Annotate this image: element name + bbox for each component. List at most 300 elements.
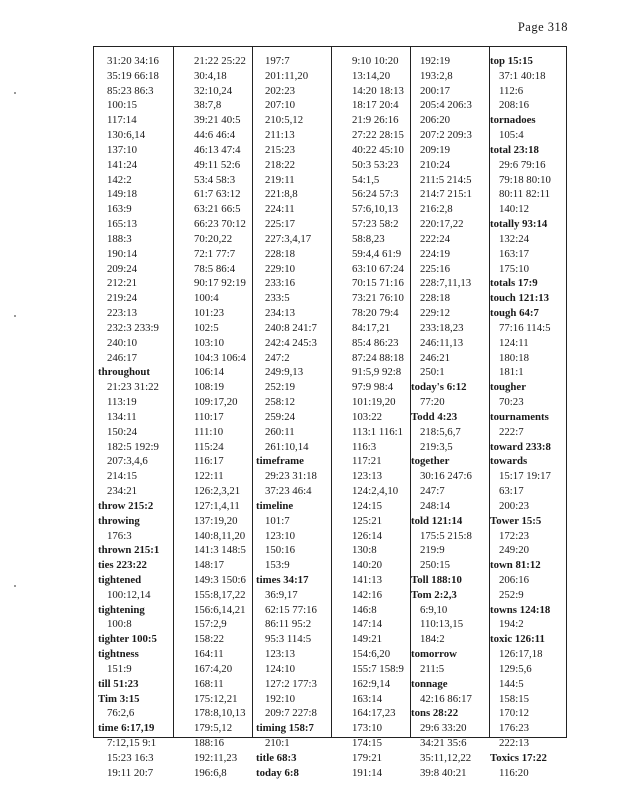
index-reference: 105:4 <box>499 129 524 142</box>
index-term: tonnage <box>411 677 448 690</box>
index-term: ties 223:22 <box>98 559 147 572</box>
index-reference: 208:16 <box>499 99 529 112</box>
index-reference: 36:9,17 <box>265 588 298 601</box>
index-reference: 250:1 <box>420 366 445 379</box>
index-reference: 210:1 <box>265 737 290 750</box>
index-reference: 113:19 <box>107 396 137 409</box>
index-reference: 175:12,21 <box>194 692 238 705</box>
index-reference: 228:18 <box>265 247 295 260</box>
index-reference: 218:5,6,7 <box>420 425 461 438</box>
index-reference: 163:9 <box>107 203 132 216</box>
index-reference: 219:3,5 <box>420 440 453 453</box>
index-reference: 222:7 <box>499 425 524 438</box>
index-reference: 182:5 192:9 <box>107 440 159 453</box>
index-reference: 123:10 <box>265 529 295 542</box>
index-term: touch 121:13 <box>490 292 550 305</box>
index-reference: 192:19 <box>420 55 450 67</box>
index-reference: 29:6 79:16 <box>499 158 546 171</box>
index-reference: 250:15 <box>420 559 450 572</box>
index-reference: 211:13 <box>265 129 295 142</box>
index-term: tightness <box>98 648 139 661</box>
index-reference: 78:5 86:4 <box>194 262 236 275</box>
index-reference: 106:14 <box>194 366 224 379</box>
index-reference: 205:4 206:3 <box>420 99 472 112</box>
page-number: Page 318 <box>517 20 568 34</box>
index-reference: 108:19 <box>194 381 224 394</box>
index-reference: 110:17 <box>194 410 224 423</box>
index-term: title 68:3 <box>256 751 297 764</box>
index-column-1 <box>94 54 173 779</box>
index-reference: 40:22 45:10 <box>352 143 404 156</box>
index-reference: 37:1 40:18 <box>499 69 546 82</box>
index-reference: 80:11 82:11 <box>499 188 551 201</box>
index-term: total 23:18 <box>490 143 539 156</box>
index-reference: 137:10 <box>107 143 137 156</box>
index-reference: 100:15 <box>107 99 137 112</box>
index-reference: 184:2 <box>420 633 445 646</box>
index-reference: 115:24 <box>194 440 224 453</box>
index-reference: 63:17 <box>499 485 524 498</box>
index-reference: 117:14 <box>107 114 137 127</box>
index-term: timing 158:7 <box>256 722 314 735</box>
index-reference: 127:2 177:3 <box>265 677 317 690</box>
index-reference: 252:19 <box>265 381 295 394</box>
index-term: towns 124:18 <box>490 603 551 616</box>
index-reference: 57:6,10,13 <box>352 203 399 216</box>
index-term: today 6:8 <box>256 766 299 779</box>
index-reference: 13:14,20 <box>352 69 391 82</box>
index-reference: 200:23 <box>499 499 529 512</box>
index-reference: 103:10 <box>194 336 224 349</box>
index-reference: 21:9 26:16 <box>352 114 399 127</box>
index-reference: 141:13 <box>352 573 382 586</box>
index-reference: 214:15 <box>107 470 137 483</box>
index-reference: 30:16 247:6 <box>420 470 472 483</box>
index-reference: 101:7 <box>265 514 290 527</box>
index-reference: 90:17 92:19 <box>194 277 246 290</box>
index-reference: 132:24 <box>499 232 529 245</box>
index-reference: 7:12,15 9:1 <box>107 737 157 750</box>
index-reference: 21:22 25:22 <box>194 55 246 67</box>
index-reference: 173:10 <box>352 722 382 735</box>
index-reference: 197:7 <box>265 55 290 67</box>
index-reference: 130:6,14 <box>107 129 146 142</box>
index-reference: 109:17,20 <box>194 396 238 409</box>
index-reference: 66:23 70:12 <box>194 218 246 231</box>
index-reference: 207:2 209:3 <box>420 129 472 142</box>
index-reference: 181:1 <box>499 366 524 379</box>
index-reference: 207:3,4,6 <box>107 455 148 468</box>
index-reference: 246:11,13 <box>420 336 464 349</box>
index-reference: 53:4 58:3 <box>194 173 236 186</box>
index-table <box>93 46 567 779</box>
index-term: top 15:15 <box>490 55 533 67</box>
index-reference: 215:23 <box>265 143 295 156</box>
index-reference: 228:18 <box>420 292 450 305</box>
index-reference: 164:11 <box>194 648 224 661</box>
index-reference: 167:4,20 <box>194 662 233 675</box>
index-reference: 158:22 <box>194 633 224 646</box>
index-term: timeline <box>256 499 294 512</box>
index-reference: 190:14 <box>107 247 137 260</box>
index-reference: 70:20,22 <box>194 232 233 245</box>
index-term: tougher <box>490 381 526 394</box>
index-reference: 202:23 <box>265 84 295 97</box>
index-reference: 221:8,8 <box>265 188 298 201</box>
index-reference: 100:8 <box>107 618 132 631</box>
index-reference: 218:22 <box>265 158 295 171</box>
index-reference: 79:18 80:10 <box>499 173 551 186</box>
index-reference: 9:10 10:20 <box>352 55 399 67</box>
index-reference: 172:23 <box>499 529 529 542</box>
index-term: times 34:17 <box>256 573 309 586</box>
index-reference: 234:13 <box>265 307 295 320</box>
index-reference: 233:5 <box>265 292 290 305</box>
index-reference: 129:5,6 <box>499 662 532 675</box>
index-reference: 165:13 <box>107 218 137 231</box>
index-reference: 242:4 245:3 <box>265 336 317 349</box>
index-reference: 84:17,21 <box>352 321 391 334</box>
index-reference: 49:11 52:6 <box>194 158 241 171</box>
index-reference: 261:10,14 <box>265 440 309 453</box>
index-reference: 137:19,20 <box>194 514 238 527</box>
index-reference: 144:5 <box>499 677 524 690</box>
index-reference: 149:21 <box>352 633 382 646</box>
index-term: Tom 2:2,3 <box>411 588 457 601</box>
index-reference: 155:8,17,22 <box>194 588 246 601</box>
index-reference: 56:24 57:3 <box>352 188 399 201</box>
index-reference: 154:6,20 <box>352 648 391 661</box>
index-reference: 77:20 <box>420 396 445 409</box>
index-reference: 113:1 116:1 <box>352 425 404 438</box>
index-reference: 140:12 <box>499 203 529 216</box>
index-reference: 62:15 77:16 <box>265 603 317 616</box>
index-reference: 124:2,4,10 <box>352 485 399 498</box>
index-reference: 247:2 <box>265 351 290 364</box>
index-reference: 246:17 <box>107 351 137 364</box>
index-reference: 225:17 <box>265 218 295 231</box>
index-reference: 206:20 <box>420 114 450 127</box>
index-reference: 57:23 58:2 <box>352 218 399 231</box>
index-reference: 85:4 86:23 <box>352 336 399 349</box>
index-reference: 63:10 67:24 <box>352 262 404 275</box>
index-reference: 126:17,18 <box>499 648 543 661</box>
index-term: Toll 188:10 <box>411 573 462 586</box>
index-reference: 209:7 227:8 <box>265 707 317 720</box>
index-term: tightening <box>98 603 145 616</box>
index-term: throw 215:2 <box>98 499 154 512</box>
index-reference: 224:19 <box>420 247 450 260</box>
index-term: tough 64:7 <box>490 307 539 320</box>
index-reference: 224:11 <box>265 203 295 216</box>
index-reference: 211:5 214:5 <box>420 173 472 186</box>
index-term: tightened <box>98 573 142 586</box>
index-reference: 192:10 <box>265 692 295 705</box>
index-term: Todd 4:23 <box>411 410 458 423</box>
index-reference: 87:24 88:18 <box>352 351 404 364</box>
index-reference: 223:13 <box>107 307 137 320</box>
index-reference: 116:17 <box>194 455 224 468</box>
index-term: toxic 126:11 <box>490 633 545 646</box>
index-term: today's 6:12 <box>411 381 467 394</box>
index-reference: 30:4,18 <box>194 69 227 82</box>
index-reference: 100:12,14 <box>107 588 151 601</box>
index-reference: 140:20 <box>352 559 382 572</box>
index-reference: 125:21 <box>352 514 382 527</box>
index-reference: 141:3 148:5 <box>194 544 246 557</box>
index-term: tons 28:22 <box>411 707 459 720</box>
index-reference: 249:20 <box>499 544 529 557</box>
index-column-5 <box>410 54 489 779</box>
index-reference: 29:23 31:18 <box>265 470 317 483</box>
index-reference: 222:13 <box>499 737 529 750</box>
index-reference: 191:14 <box>352 766 382 779</box>
index-term: tournaments <box>490 410 549 423</box>
index-reference: 246:21 <box>420 351 450 364</box>
index-term: toward 233:8 <box>490 440 551 453</box>
index-reference: 209:19 <box>420 143 450 156</box>
margin-mark <box>14 585 16 587</box>
index-term: timeframe <box>256 455 304 468</box>
index-reference: 73:21 76:10 <box>352 292 404 305</box>
index-term: Tower 15:5 <box>490 514 542 527</box>
index-reference: 103:22 <box>352 410 382 423</box>
index-reference: 155:7 158:9 <box>352 662 404 675</box>
index-reference: 97:9 98:4 <box>352 381 394 394</box>
index-reference: 229:12 <box>420 307 450 320</box>
index-reference: 233:18,23 <box>420 321 464 334</box>
index-reference: 124:11 <box>499 336 529 349</box>
index-reference: 247:7 <box>420 485 445 498</box>
index-reference: 95:3 114:5 <box>265 633 312 646</box>
index-reference: 178:8,10,13 <box>194 707 246 720</box>
index-reference: 44:6 46:4 <box>194 129 236 142</box>
index-reference: 158:15 <box>499 692 529 705</box>
index-reference: 150:24 <box>107 425 137 438</box>
index-reference: 19:11 20:7 <box>107 766 154 779</box>
index-reference: 29:6 33:20 <box>420 722 467 735</box>
index-column-6 <box>489 54 568 779</box>
index-reference: 188:16 <box>194 737 224 750</box>
index-reference: 70:23 <box>499 396 524 409</box>
index-reference: 212:21 <box>107 277 137 290</box>
index-reference: 196:6,8 <box>194 766 227 779</box>
index-reference: 258:12 <box>265 396 295 409</box>
index-reference: 58:8,23 <box>352 232 385 245</box>
index-reference: 42:16 86:17 <box>420 692 472 705</box>
index-reference: 153:9 <box>265 559 290 572</box>
index-reference: 142:16 <box>352 588 382 601</box>
index-reference: 77:16 114:5 <box>499 321 551 334</box>
index-reference: 211:5 <box>420 662 445 675</box>
index-reference: 100:4 <box>194 292 219 305</box>
index-reference: 111:10 <box>194 425 224 438</box>
index-reference: 63:21 66:5 <box>194 203 241 216</box>
index-reference: 216:2,8 <box>420 203 453 216</box>
index-reference: 147:14 <box>352 618 382 631</box>
index-reference: 192:11,23 <box>194 751 238 764</box>
index-reference: 207:10 <box>265 99 295 112</box>
index-reference: 206:16 <box>499 573 529 586</box>
index-column-3 <box>252 54 331 779</box>
index-reference: 219:11 <box>265 173 295 186</box>
index-reference: 61:7 63:12 <box>194 188 241 201</box>
index-reference: 86:11 95:2 <box>265 618 312 631</box>
index-reference: 151:9 <box>107 662 132 675</box>
index-reference: 76:2,6 <box>107 707 135 720</box>
index-reference: 240:10 <box>107 336 137 349</box>
index-reference: 54:1,5 <box>352 173 380 186</box>
index-reference: 232:3 233:9 <box>107 321 159 334</box>
index-reference: 126:2,3,21 <box>194 485 241 498</box>
index-reference: 209:24 <box>107 262 137 275</box>
index-reference: 27:22 28:15 <box>352 129 404 142</box>
index-reference: 252:9 <box>499 588 524 601</box>
index-reference: 214:7 215:1 <box>420 188 472 201</box>
index-reference: 102:5 <box>194 321 219 334</box>
index-reference: 134:11 <box>107 410 137 423</box>
index-reference: 39:8 40:21 <box>420 766 467 779</box>
index-reference: 39:21 40:5 <box>194 114 241 127</box>
index-reference: 21:23 31:22 <box>107 381 159 394</box>
index-reference: 149:3 150:6 <box>194 573 246 586</box>
index-reference: 233:16 <box>265 277 295 290</box>
margin-mark <box>14 315 16 317</box>
index-reference: 110:13,15 <box>420 618 464 631</box>
index-reference: 175:5 215:8 <box>420 529 472 542</box>
index-reference: 225:16 <box>420 262 450 275</box>
index-reference: 112:6 <box>499 84 524 97</box>
index-reference: 174:15 <box>352 737 382 750</box>
index-term: throwing <box>98 514 140 527</box>
index-reference: 35:11,12,22 <box>420 751 472 764</box>
index-reference: 101:19,20 <box>352 396 396 409</box>
index-reference: 150:16 <box>265 544 295 557</box>
index-term: till 51:23 <box>98 677 139 690</box>
index-term: together <box>411 455 450 468</box>
index-reference: 163:14 <box>352 692 382 705</box>
index-reference: 59:4,4 61:9 <box>352 247 402 260</box>
index-reference: 38:7,8 <box>194 99 222 112</box>
index-reference: 101:23 <box>194 307 224 320</box>
index-reference: 163:17 <box>499 247 529 260</box>
index-reference: 194:2 <box>499 618 524 631</box>
index-term: Toxics 17:22 <box>490 751 547 764</box>
index-reference: 72:1 77:7 <box>194 247 236 260</box>
index-reference: 126:14 <box>352 529 382 542</box>
index-reference: 130:8 <box>352 544 377 557</box>
index-reference: 210:24 <box>420 158 450 171</box>
index-reference: 122:11 <box>194 470 224 483</box>
index-reference: 179:5,12 <box>194 722 233 735</box>
index-reference: 176:3 <box>107 529 132 542</box>
index-term: throughout <box>98 366 151 379</box>
index-reference: 175:10 <box>499 262 529 275</box>
index-reference: 104:3 106:4 <box>194 351 246 364</box>
index-reference: 228:7,11,13 <box>420 277 472 290</box>
index-reference: 219:24 <box>107 292 137 305</box>
index-term: tomorrow <box>411 648 457 661</box>
index-reference: 35:19 66:18 <box>107 69 159 82</box>
index-reference: 260:11 <box>265 425 295 438</box>
index-reference: 14:20 18:13 <box>352 84 404 97</box>
index-reference: 70:15 71:16 <box>352 277 404 290</box>
index-term: told 121:14 <box>411 514 463 527</box>
index-reference: 124:10 <box>265 662 295 675</box>
index-reference: 222:24 <box>420 232 450 245</box>
index-reference: 32:10,24 <box>194 84 233 97</box>
index-reference: 116:20 <box>499 766 529 779</box>
index-reference: 15:23 16:3 <box>107 751 154 764</box>
index-reference: 193:2,8 <box>420 69 453 82</box>
index-reference: 123:13 <box>352 470 382 483</box>
index-reference: 200:17 <box>420 84 450 97</box>
index-reference: 227:3,4,17 <box>265 232 312 245</box>
index-term: town 81:12 <box>490 559 541 572</box>
index-reference: 6:9,10 <box>420 603 448 616</box>
index-reference: 127:1,4,11 <box>194 499 240 512</box>
index-reference: 148:17 <box>194 559 224 572</box>
index-term: towards <box>490 455 528 468</box>
index-term: thrown 215:1 <box>98 544 160 557</box>
index-reference: 170:12 <box>499 707 529 720</box>
index-term: totally 93:14 <box>490 218 548 231</box>
margin-mark <box>14 92 16 94</box>
index-reference: 78:20 79:4 <box>352 307 399 320</box>
index-reference: 234:21 <box>107 485 137 498</box>
index-reference: 210:5,12 <box>265 114 304 127</box>
index-reference: 156:6,14,21 <box>194 603 246 616</box>
index-term: totals 17:9 <box>490 277 538 290</box>
index-term: Tim 3:15 <box>98 692 140 705</box>
index-reference: 116:3 <box>352 440 377 453</box>
index-term: time 6:17,19 <box>98 722 155 735</box>
index-reference: 249:9,13 <box>265 366 304 379</box>
index-reference: 37:23 46:4 <box>265 485 312 498</box>
index-reference: 220:17,22 <box>420 218 464 231</box>
index-reference: 188:3 <box>107 232 132 245</box>
index-reference: 219:9 <box>420 544 445 557</box>
index-reference: 157:2,9 <box>194 618 227 631</box>
index-reference: 149:18 <box>107 188 137 201</box>
index-reference: 164:17,23 <box>352 707 396 720</box>
index-reference: 31:20 34:16 <box>107 55 159 67</box>
index-reference: 176:23 <box>499 722 529 735</box>
index-reference: 146:8 <box>352 603 377 616</box>
index-reference: 15:17 19:17 <box>499 470 551 483</box>
index-reference: 179:21 <box>352 751 382 764</box>
index-reference: 91:5,9 92:8 <box>352 366 402 379</box>
index-reference: 168:11 <box>194 677 224 690</box>
index-term: tornadoes <box>490 114 536 127</box>
index-reference: 248:14 <box>420 499 450 512</box>
index-reference: 140:8,11,20 <box>194 529 246 542</box>
index-reference: 18:17 20:4 <box>352 99 399 112</box>
index-reference: 85:23 86:3 <box>107 84 154 97</box>
index-reference: 46:13 47:4 <box>194 143 241 156</box>
index-reference: 141:24 <box>107 158 137 171</box>
index-reference: 50:3 53:23 <box>352 158 399 171</box>
index-reference: 124:15 <box>352 499 382 512</box>
index-reference: 201:11,20 <box>265 69 309 82</box>
index-column-4 <box>331 54 410 779</box>
index-reference: 259:24 <box>265 410 295 423</box>
index-reference: 117:21 <box>352 455 382 468</box>
index-reference: 34:21 35:6 <box>420 737 467 750</box>
index-reference: 142:2 <box>107 173 132 186</box>
index-column-2 <box>173 54 252 779</box>
index-term: tighter 100:5 <box>98 633 157 646</box>
